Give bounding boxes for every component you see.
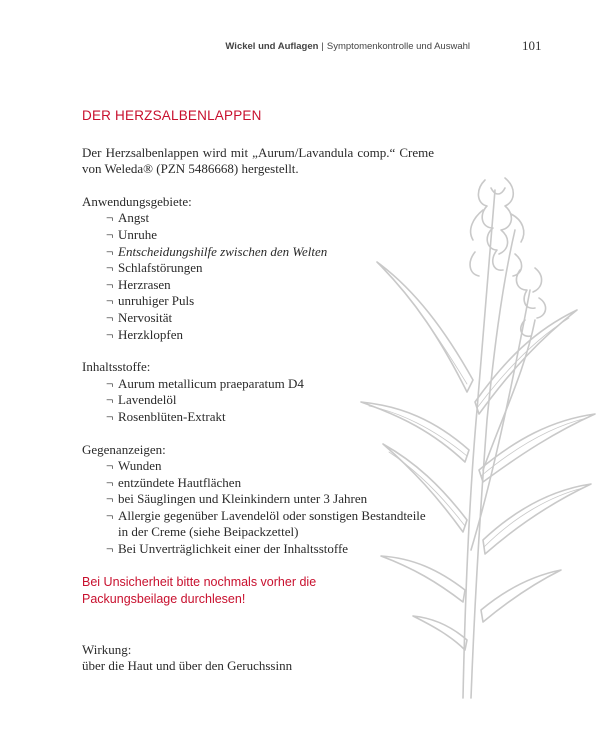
list-item: ¬ unruhiger Puls (106, 293, 195, 309)
bullet-mark: ¬ (106, 243, 114, 259)
list-item: ¬ Rosenblüten-Extrakt (106, 408, 226, 424)
effect-heading: Wirkung: (82, 641, 132, 657)
list-item: ¬ bei Säuglingen und Kleinkindern unter 3 Jahren (106, 491, 368, 507)
bullet-mark: ¬ (106, 293, 114, 309)
contraindications-heading: Gegenanzeigen: (82, 441, 166, 457)
bullet-mark: ¬ (106, 474, 114, 490)
bullet-mark: ¬ (106, 375, 114, 391)
list-item: ¬ Lavendelöl (106, 392, 177, 408)
article-title: DER HERZSALBENLAPPEN (82, 108, 262, 123)
bullet-mark: ¬ (106, 309, 114, 325)
list-item: ¬ Angst (106, 210, 150, 226)
list-item: ¬ Aurum metallicum praeparatum D4 (106, 375, 304, 391)
list-item: ¬ Wunden (106, 458, 162, 474)
bullet-mark: ¬ (106, 392, 114, 408)
list-item: ¬ Herzrasen (106, 276, 171, 292)
bullet-mark: ¬ (106, 276, 114, 292)
ingredients-list (82, 376, 452, 426)
page-number: 101 (522, 38, 542, 53)
bullet-mark: ¬ (106, 408, 114, 424)
list-item: ¬ Allergie gegenüber Lavendelöl oder sonstigen Bestandteile in der Creme (siehe Beipackzettel) (106, 507, 426, 540)
running-header (0, 38, 615, 54)
warning-note: Bei Unsicherheit bitte nochmals vorher die Packungsbeilage durchlesen! (82, 574, 317, 606)
running-title (225, 41, 470, 52)
header-separator: | (321, 41, 324, 52)
list-item: ¬ Bei Unverträglichkeit einer der Inhaltsstoffe (106, 541, 349, 557)
indications-heading: Anwendungsgebiete: (82, 193, 192, 209)
article (82, 108, 452, 675)
effect-text: über die Haut und über den Geruchssinn (82, 658, 293, 674)
bullet-mark: ¬ (106, 226, 114, 242)
list-item: ¬ Unruhe (106, 226, 157, 242)
contraindications-list (82, 458, 452, 558)
bullet-mark: ¬ (106, 541, 114, 557)
indications-list (82, 210, 452, 343)
bullet-mark: ¬ (106, 210, 114, 226)
chapter-title: Wickel und Auflagen (225, 41, 319, 52)
bullet-mark: ¬ (106, 507, 114, 523)
list-item: ¬ Schlafstörungen (106, 260, 203, 276)
intro-paragraph: Der Herzsalbenlappen wird mit „Aurum/Lavandula comp.“ Creme von Weleda® (PZN 5486668) hergestellt. (82, 144, 434, 177)
list-item: ¬ entzündete Hautflächen (106, 474, 242, 490)
list-item: ¬ Herzklopfen (106, 326, 183, 342)
bullet-mark: ¬ (106, 458, 114, 474)
ingredients-heading: Inhaltsstoffe: (82, 359, 151, 375)
list-item: ¬ Entscheidungshilfe zwischen den Welten (106, 243, 328, 259)
bullet-mark: ¬ (106, 326, 114, 342)
section-title: Symptomenkontrolle und Auswahl (326, 41, 470, 52)
bullet-mark: ¬ (106, 491, 114, 507)
bullet-mark: ¬ (106, 260, 114, 276)
list-item: ¬ Nervosität (106, 309, 173, 325)
